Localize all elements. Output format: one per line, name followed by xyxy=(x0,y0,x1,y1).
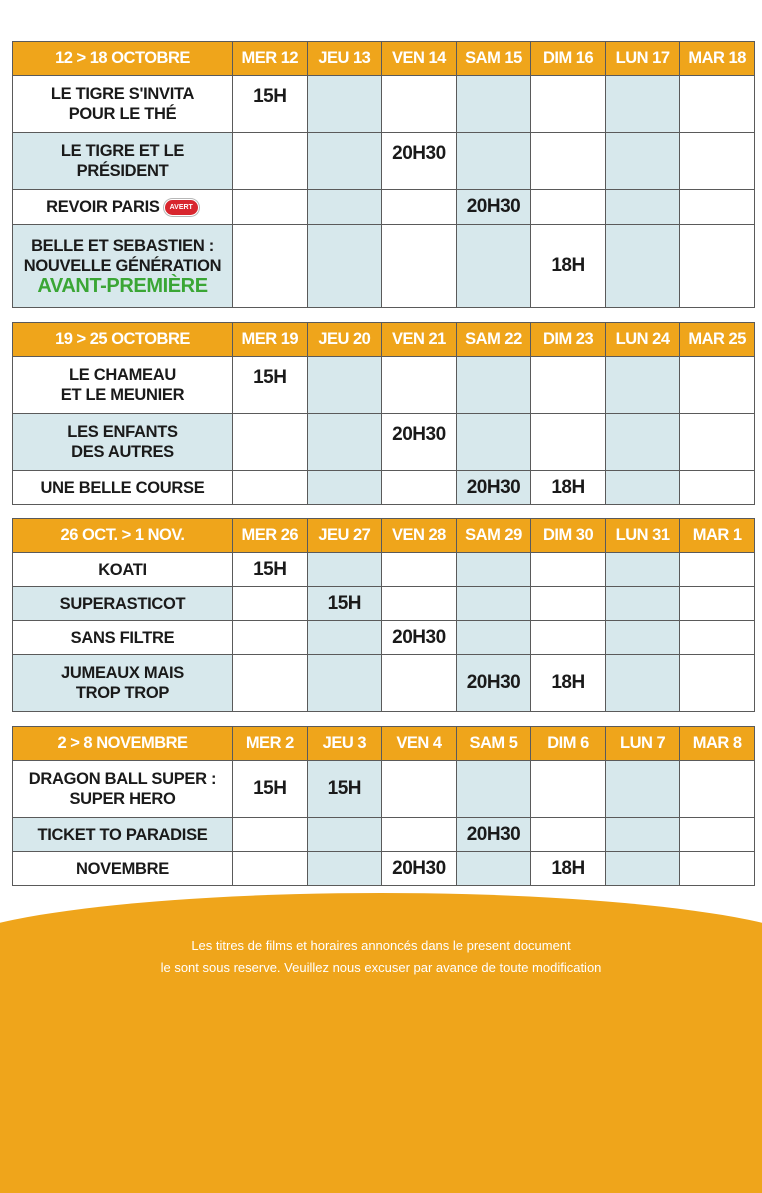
day-header: DIM 23 xyxy=(531,323,606,357)
day-header: VEN 4 xyxy=(382,727,457,761)
showtime-cell: 20H30 xyxy=(456,471,531,505)
week-table-2 xyxy=(12,322,755,505)
showtime-cell xyxy=(531,818,606,852)
week-header-row xyxy=(13,727,755,761)
week-table-3 xyxy=(12,518,755,712)
film-row xyxy=(13,553,755,587)
film-row xyxy=(13,471,755,505)
week-label: 19 > 25 OCTOBRE xyxy=(13,323,233,357)
showtime-cell xyxy=(605,190,680,225)
showtime-cell xyxy=(382,190,457,225)
showtime-cell xyxy=(382,818,457,852)
film-row xyxy=(13,761,755,818)
film-row xyxy=(13,225,755,308)
showtime-cell xyxy=(233,587,308,621)
showtime-cell xyxy=(680,225,755,308)
disclaimer-line: Les titres de films et horaires annoncés dans le present document xyxy=(191,938,571,953)
showtime-cell: 15H xyxy=(233,761,308,818)
showtime-cell xyxy=(531,553,606,587)
showtime-cell: 18H xyxy=(531,471,606,505)
footer-disclaimer xyxy=(0,935,762,979)
film-title: SANS FILTRE xyxy=(13,621,233,655)
showtime-cell xyxy=(382,225,457,308)
day-header: SAM 5 xyxy=(456,727,531,761)
showtime-cell: 18H xyxy=(531,852,606,886)
showtime-cell xyxy=(456,225,531,308)
showtime-cell xyxy=(307,190,382,225)
showtime-cell xyxy=(680,357,755,414)
showtime-cell xyxy=(680,852,755,886)
showtime-cell xyxy=(307,357,382,414)
showtime-cell: 20H30 xyxy=(456,655,531,712)
day-header: LUN 17 xyxy=(605,42,680,76)
showtime-cell xyxy=(531,357,606,414)
showtime-cell xyxy=(456,357,531,414)
showtime-cell xyxy=(605,414,680,471)
film-row xyxy=(13,357,755,414)
showtime-cell xyxy=(233,621,308,655)
showtime-cell xyxy=(531,190,606,225)
showtime-cell xyxy=(382,76,457,133)
preview-label: AVANT-PREMIÈRE xyxy=(37,275,208,297)
film-title: JUMEAUX MAIS TROP TROP xyxy=(13,655,233,712)
day-header: SAM 22 xyxy=(456,323,531,357)
showtime-cell xyxy=(233,133,308,190)
showtime-cell xyxy=(456,761,531,818)
showtime-cell xyxy=(680,414,755,471)
showtime-cell xyxy=(531,761,606,818)
showtime-cell xyxy=(382,357,457,414)
showtime-cell xyxy=(605,761,680,818)
showtime-cell xyxy=(605,471,680,505)
showtime-cell xyxy=(456,852,531,886)
showtime-cell xyxy=(680,655,755,712)
showtime-cell xyxy=(382,471,457,505)
showtime-cell xyxy=(456,587,531,621)
showtime-cell xyxy=(605,587,680,621)
showtime-cell xyxy=(605,852,680,886)
showtime-cell xyxy=(233,190,308,225)
showtime-cell xyxy=(680,190,755,225)
showtime-cell xyxy=(605,76,680,133)
day-header: VEN 21 xyxy=(382,323,457,357)
showtime-cell xyxy=(456,133,531,190)
week-table-1 xyxy=(12,41,755,308)
showtime-cell xyxy=(307,471,382,505)
showtime-cell xyxy=(605,357,680,414)
showtime-cell xyxy=(233,225,308,308)
showtime-cell xyxy=(680,471,755,505)
day-header: JEU 3 xyxy=(307,727,382,761)
day-header: MAR 25 xyxy=(680,323,755,357)
week-header-row xyxy=(13,323,755,357)
showtime-cell xyxy=(456,621,531,655)
film-row xyxy=(13,587,755,621)
showtime-cell xyxy=(680,621,755,655)
showtime-cell xyxy=(605,655,680,712)
film-row xyxy=(13,655,755,712)
day-header: DIM 6 xyxy=(531,727,606,761)
showtime-cell: 20H30 xyxy=(382,133,457,190)
showtime-cell: 15H xyxy=(233,76,308,133)
showtime-cell xyxy=(382,655,457,712)
showtime-cell: 15H xyxy=(233,357,308,414)
film-title: DRAGON BALL SUPER : SUPER HERO xyxy=(13,761,233,818)
disclaimer-line: le sont sous reserve. Veuillez nous excuser par avance de toute modification xyxy=(160,960,602,975)
showtime-cell xyxy=(307,818,382,852)
showtime-cell xyxy=(456,553,531,587)
week-label: 12 > 18 OCTOBRE xyxy=(13,42,233,76)
showtime-cell: 15H xyxy=(307,761,382,818)
showtime-cell xyxy=(307,133,382,190)
showtime-cell xyxy=(531,133,606,190)
showtime-cell xyxy=(531,587,606,621)
film-title: REVOIR PARIS AVERT xyxy=(13,190,233,225)
showtime-cell xyxy=(680,818,755,852)
film-title: NOVEMBRE xyxy=(13,852,233,886)
day-header: MER 12 xyxy=(233,42,308,76)
showtime-cell xyxy=(605,225,680,308)
showtime-cell xyxy=(382,553,457,587)
showtime-cell: 20H30 xyxy=(382,621,457,655)
film-title: LES ENFANTS DES AUTRES xyxy=(13,414,233,471)
day-header: LUN 31 xyxy=(605,519,680,553)
day-header: LUN 24 xyxy=(605,323,680,357)
day-header: VEN 28 xyxy=(382,519,457,553)
showtime-cell: 18H xyxy=(531,655,606,712)
day-header: MER 19 xyxy=(233,323,308,357)
showtime-cell xyxy=(456,414,531,471)
week-label: 26 OCT. > 1 NOV. xyxy=(13,519,233,553)
showtime-cell xyxy=(531,76,606,133)
day-header: MER 2 xyxy=(233,727,308,761)
showtime-cell xyxy=(531,414,606,471)
day-header: MAR 8 xyxy=(680,727,755,761)
week-label: 2 > 8 NOVEMBRE xyxy=(13,727,233,761)
day-header: MER 26 xyxy=(233,519,308,553)
film-title: LE CHAMEAU ET LE MEUNIER xyxy=(13,357,233,414)
film-row xyxy=(13,414,755,471)
showtime-cell xyxy=(605,818,680,852)
film-row xyxy=(13,621,755,655)
film-row xyxy=(13,190,755,225)
showtime-cell xyxy=(680,76,755,133)
showtime-cell: 15H xyxy=(233,553,308,587)
showtime-cell xyxy=(456,76,531,133)
day-header: DIM 30 xyxy=(531,519,606,553)
week-header-row xyxy=(13,42,755,76)
showtime-cell xyxy=(382,587,457,621)
week-header-row xyxy=(13,519,755,553)
showtime-cell: 18H xyxy=(531,225,606,308)
day-header: MAR 1 xyxy=(680,519,755,553)
day-header: DIM 16 xyxy=(531,42,606,76)
showtime-cell xyxy=(233,414,308,471)
showtime-cell xyxy=(605,133,680,190)
showtime-cell xyxy=(307,76,382,133)
showtime-cell: 20H30 xyxy=(456,190,531,225)
showtime-cell xyxy=(233,852,308,886)
day-header: VEN 14 xyxy=(382,42,457,76)
film-row xyxy=(13,852,755,886)
showtime-cell xyxy=(680,553,755,587)
film-row xyxy=(13,818,755,852)
showtime-cell xyxy=(233,471,308,505)
film-title: TICKET TO PARADISE xyxy=(13,818,233,852)
showtime-cell: 20H30 xyxy=(382,414,457,471)
showtime-cell xyxy=(307,621,382,655)
showtime-cell xyxy=(680,761,755,818)
day-header: MAR 18 xyxy=(680,42,755,76)
showtime-cell xyxy=(531,621,606,655)
showtime-cell xyxy=(233,818,308,852)
day-header: LUN 7 xyxy=(605,727,680,761)
day-header: JEU 27 xyxy=(307,519,382,553)
film-row xyxy=(13,76,755,133)
showtime-cell xyxy=(605,553,680,587)
film-title: LE TIGRE S'INVITA POUR LE THÉ xyxy=(13,76,233,133)
day-header: JEU 20 xyxy=(307,323,382,357)
day-header: SAM 29 xyxy=(456,519,531,553)
film-title: UNE BELLE COURSE xyxy=(13,471,233,505)
showtime-cell xyxy=(307,655,382,712)
showtime-cell xyxy=(307,553,382,587)
showtime-cell xyxy=(233,655,308,712)
showtime-cell xyxy=(307,225,382,308)
showtime-cell: 20H30 xyxy=(456,818,531,852)
showtime-cell xyxy=(605,621,680,655)
showtime-cell xyxy=(307,414,382,471)
showtime-cell xyxy=(680,133,755,190)
film-title: KOATI xyxy=(13,553,233,587)
film-title: LE TIGRE ET LE PRÉSIDENT xyxy=(13,133,233,190)
film-row xyxy=(13,133,755,190)
showtime-cell: 15H xyxy=(307,587,382,621)
film-title: SUPERASTICOT xyxy=(13,587,233,621)
showtime-cell: 20H30 xyxy=(382,852,457,886)
showtime-cell xyxy=(307,852,382,886)
day-header: SAM 15 xyxy=(456,42,531,76)
film-title: BELLE ET SEBASTIEN : NOUVELLE GÉNÉRATION AVANT-PREMIÈRE xyxy=(13,225,233,308)
day-header: JEU 13 xyxy=(307,42,382,76)
showtime-cell xyxy=(680,587,755,621)
week-table-4 xyxy=(12,726,755,886)
advisory-badge: AVERT xyxy=(164,199,199,216)
showtime-cell xyxy=(382,761,457,818)
